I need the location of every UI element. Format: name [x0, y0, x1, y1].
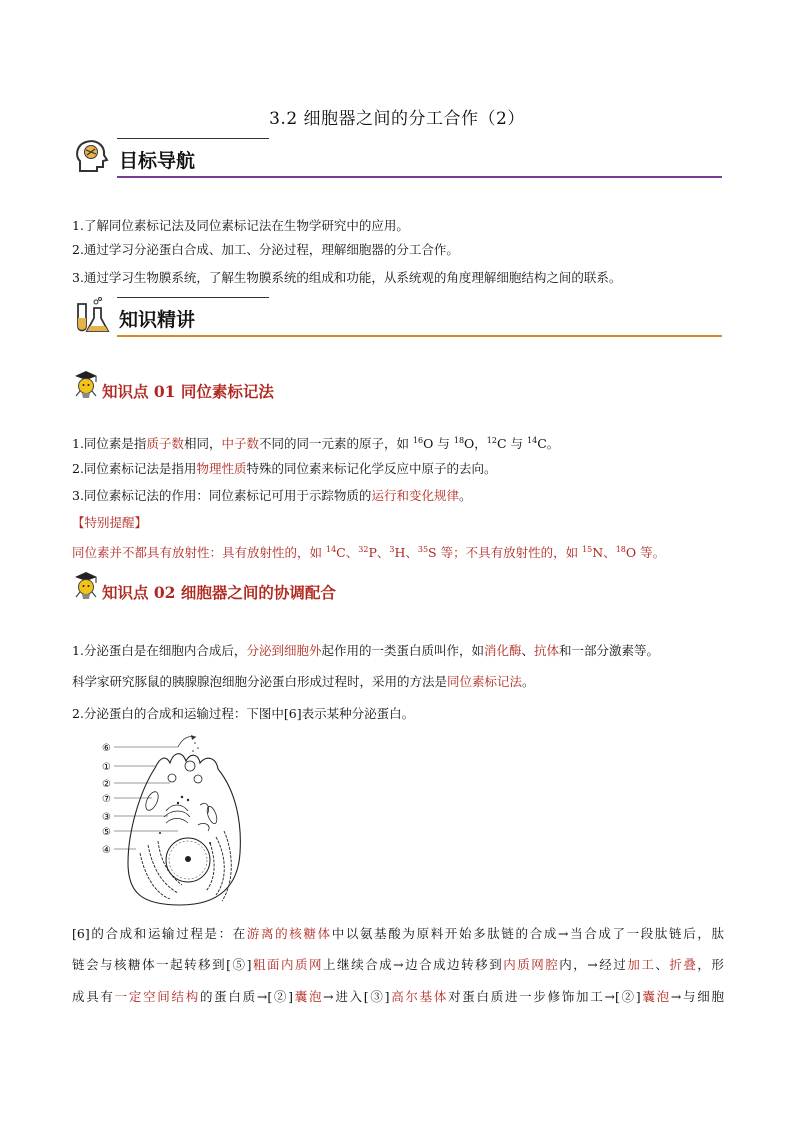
kp2-line-2: 科学家研究豚鼠的胰腺腺泡细胞分泌蛋白形成过程时，采用的方法是同位素标记法。 [72, 674, 535, 689]
diagram-label: ⑤ [102, 827, 111, 838]
kp1-line-3: 3.同位素标记法的作用：同位素标记可用于示踪物质的运行和变化规律。 [72, 488, 472, 503]
graduate-bulb-icon [72, 571, 102, 605]
header-top-rule [117, 138, 269, 139]
graduate-bulb-icon [72, 370, 102, 404]
section-label: 目标导航 [119, 150, 196, 172]
secretory-cell-diagram [100, 733, 250, 909]
brain-head-icon [72, 137, 112, 177]
goal-item: 1.了解同位素标记法及同位素标记法在生物学研究中的应用。 [72, 218, 409, 233]
header-bottom-rule [117, 176, 722, 178]
section-label: 知识精讲 [119, 309, 196, 331]
diagram-label: ⑥ [102, 743, 111, 754]
reminder-text: 同位素并不都具有放射性：具有放射性的，如 $^{14}$C、$^{32}$P、$^3$H、$^{35}$S 等；不具有放射性的，如 $^{15}$N、$^{18}$O 等。 [72, 545, 666, 561]
header-top-rule [117, 297, 269, 298]
kp2-process-line-3: 成具有一定空间结构的蛋白质→[②]囊泡→进入[③]高尔基体对蛋白质进一步修饰加工→[②]囊泡→与细胞 [72, 989, 724, 1004]
kp1-line-2: 2.同位素标记法是指用物理性质特殊的同位素来标记化学反应中原子的去向。 [72, 461, 497, 476]
kp1-line-1: 1.同位素是指质子数相同，中子数不同的同一元素的原子，如 $^{16}$O 与 $^{18}$O，$^{12}$C 与 $^{14}$C。 [72, 436, 560, 452]
diagram-label: ② [102, 779, 111, 790]
diagram-label: ① [102, 762, 111, 773]
knowledge-point-label: 知识点 01 同位素标记法 [102, 382, 274, 401]
lab-flask-icon [72, 296, 112, 336]
kp2-process-line-2: 链会与核糖体一起转移到[⑤]粗面内质网上继续合成→边合成边转移到内质网腔内，→经过加工、折叠，形 [72, 957, 724, 972]
kp2-line-3: 2.分泌蛋白的合成和运输过程：下图中[6]表示某种分泌蛋白。 [72, 706, 415, 721]
reminder-title: 【特别提醒】 [72, 515, 148, 530]
goal-item: 2.通过学习分泌蛋白合成、加工、分泌过程，理解细胞器的分工合作。 [72, 242, 459, 257]
section-header-knowledge [72, 296, 722, 342]
diagram-label: ④ [102, 845, 111, 856]
page-title: 3.2 细胞器之间的分工合作（2） [269, 109, 525, 129]
goal-item: 3.通过学习生物膜系统，了解生物膜系统的组成和功能，从系统观的角度理解细胞结构之间的联系。 [72, 270, 622, 285]
kp2-process-line-1: [6]的合成和运输过程是：在游离的核糖体中以氨基酸为原料开始多肽链的合成→当合成了一段肽链后，肽 [72, 926, 724, 941]
header-bottom-rule [117, 335, 722, 337]
section-header-goals [72, 137, 722, 183]
knowledge-point-label: 知识点 02 细胞器之间的协调配合 [102, 583, 336, 602]
kp2-line-1: 1.分泌蛋白是在细胞内合成后，分泌到细胞外起作用的一类蛋白质叫作，如消化酶、抗体和一部分激素等。 [72, 643, 660, 658]
diagram-label: ③ [102, 812, 111, 823]
diagram-label: ⑦ [102, 794, 111, 805]
